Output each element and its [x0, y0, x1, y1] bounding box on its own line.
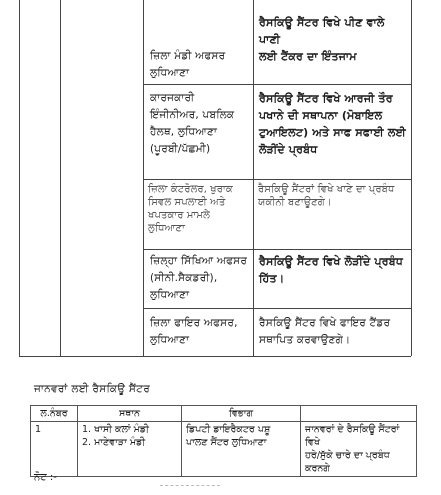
section-title: ਜਾਨਵਰਾਂ ਲਈ ਰੈਸਕਿਊ ਸੈਂਟਰ [34, 383, 151, 395]
table-divider-3 [253, 0, 254, 356]
table-header-row [31, 406, 417, 422]
scan-artifact [160, 485, 220, 492]
table-border-left [19, 0, 20, 356]
task-cell: ਰੈਸਕਿਊ ਸੈਂਟਰਾਂ ਵਿਖੇ ਖਾਣੇ ਦਾ ਪ੍ਰਬੰਧ ਯਕੀਨੀ ਬਣਾਊਣਗੇ। [258, 184, 395, 208]
places-cell: 1. ਖਾਸੀ ਕਲਾਂ ਮੰਡੀ 2. ਮਾਣੇਵਾੜਾ ਮੰਡੀ [78, 422, 182, 477]
officer-cell: ਜ਼ਿਲਾ ਕੰਟਰੋਲਰ, ਖੁਰਾਕ ਸਿਵਲ ਸਪਲਾਈ ਅਤੇ ਖਪਤਕਾਰ ਮਾਮਲੇ ਲੁਧਿਆਣਾ [148, 184, 233, 234]
officer-cell: ਕਾਰਜਕਾਰੀ ਇੰਜੀਨੀਅਰ, ਪਬਲਿਕ ਹੈਲਥ, ਲੁਧਿਆਣਾ (ਪੂਰਬੀ/ਪੱਛਮੀ) [150, 92, 235, 155]
table-border-right [411, 0, 412, 356]
serial-cell: 1 [31, 422, 78, 477]
table-divider-1 [60, 0, 61, 356]
table-border-bottom [19, 356, 411, 357]
table-row [31, 422, 417, 477]
task-cell: ਜਾਨਵਰਾਂ ਦੇ ਰੈਸਕਿਊ ਸੈਂਟਰਾਂ ਵਿਖੇ ਹਰੇ/ਸੁੱਕੇ ਚਾਰੇ ਦਾ ਪ੍ਰਬੰਧ ਕਰਨਗੇ [301, 422, 417, 477]
row-divider [143, 179, 411, 180]
task-cell: ਰੈਸਕਿਊ ਸੈਂਟਰ ਵਿਖੇ ਲੋੜੀਂਦੇ ਪ੍ਰਬੰਧ ਹਿੱਤ। [259, 255, 403, 285]
officer-cell: ਜ਼ਿਲਾ ਮੰਡੀ ਅਫਸਰ ਲੁਧਿਆਣਾ [150, 50, 226, 79]
row-divider [143, 249, 411, 250]
department-cell: ਡਿਪਟੀ ਡਾਇਰੈਕਟਰ ਪਸ਼ੂ ਪਾਲਣ ਸੈਂਟਰ ਲੁਧਿਆਣਾ [182, 422, 301, 477]
task-cell: ਰੈਸਕਿਊ ਸੈਂਟਰ ਵਿਖੇ ਫਾਇਰ ਟੈਂਡਰ ਸਥਾਪਿਤ ਕਰਵਾਉਣਗੇ। [259, 317, 391, 346]
task-cell: ਰੈਸਕਿਊ ਸੈਂਟਰ ਵਿਖੇ ਪੀਣ ਵਾਲੇ ਪਾਣੀ ਲਈ ਟੈਂਕਰ ਦਾ ਇੰਤਜਾਮ [259, 16, 385, 63]
task-cell: ਰੈਸਕਿਊ ਸੈਂਟਰ ਵਿਖੇ ਆਰਜੀ ਤੌਰ ਪਖਾਨੇ ਦੀ ਸਥਾਪਨਾ (ਮੋਬਾਇਲ ਟੁਆਇਲਟ) ਅਤੇ ਸਾਫ ਸਫਾਈ ਲਈ ਲੋੜੀਂਦੇ ਪ੍ਰਬੰਧ [259, 92, 406, 156]
table-divider-2 [143, 0, 144, 356]
officer-cell: ਜ਼ਿਲ੍ਹਾ ਸਿੱਖਿਆ ਅਫਸਰ (ਸੀਨੀ.ਸੈਕਡਰੀ), ਲੁਧਿਆਣਾ [150, 255, 248, 301]
header-place: ਸਥਾਨ [78, 406, 182, 422]
header-serial: ਲ.ਨੰਬਰ [31, 406, 78, 422]
animal-rescue-table [30, 405, 417, 477]
note-label: ਨੋਟ :- [34, 472, 57, 483]
header-task [301, 406, 417, 422]
header-department: ਵਿਭਾਗ [182, 406, 301, 422]
row-divider [143, 84, 411, 85]
row-divider [143, 308, 411, 309]
officer-cell: ਜ਼ਿਲਾ ਫਾਇਰ ਅਫਸਰ, ਲੁਧਿਆਣਾ [150, 317, 238, 346]
